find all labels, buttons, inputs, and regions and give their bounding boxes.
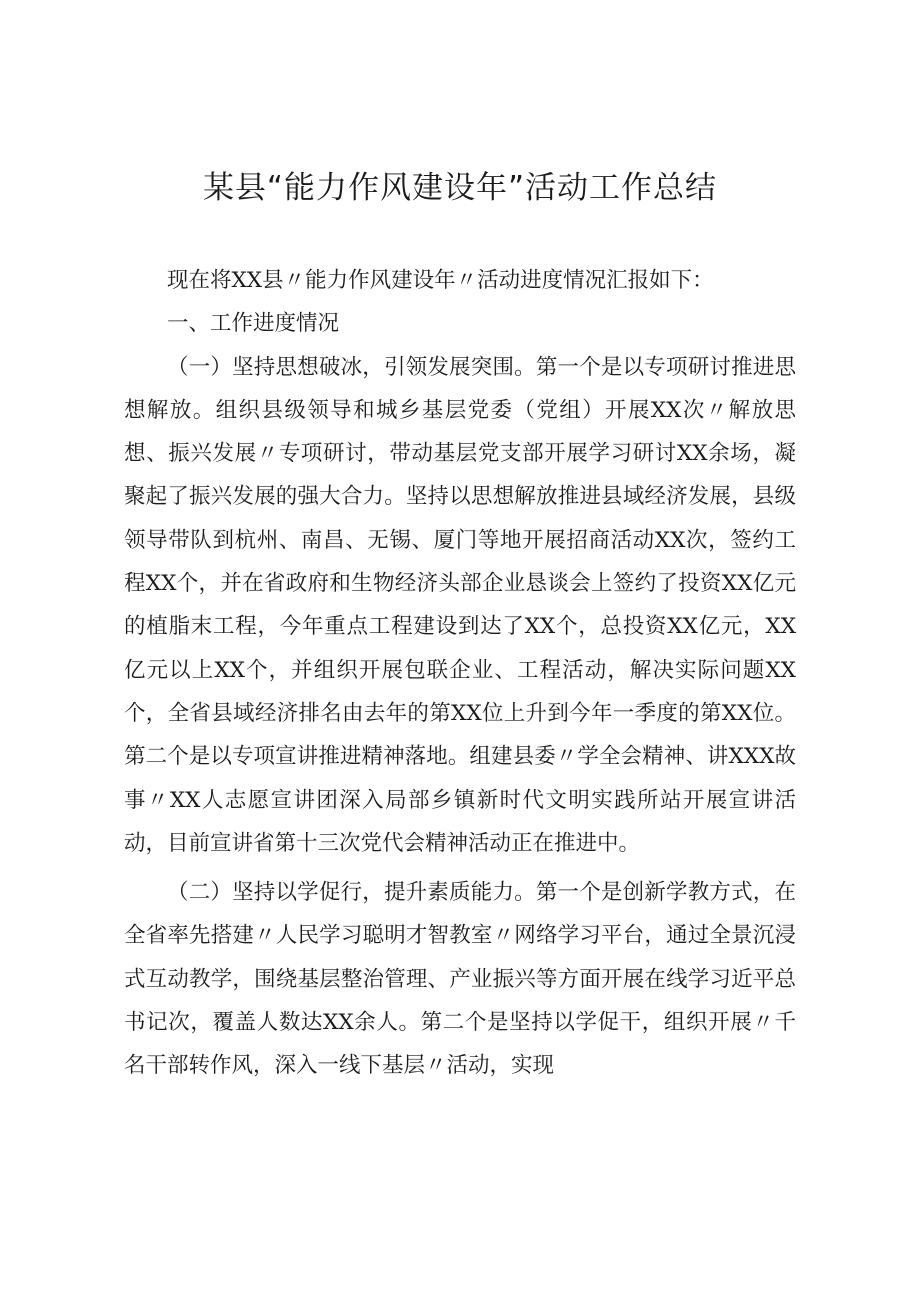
document-body	[124, 259, 796, 1088]
document-title: 某县“能力作风建设年”活动工作总结	[202, 170, 718, 206]
intro-paragraph: 现在将XX县〃能力作风建设年〃活动进度情况汇报如下：	[167, 268, 714, 293]
section-heading: 一、工作进度情况	[167, 311, 340, 337]
body-paragraph-2: （二）坚持以学促行，提升素质能力。第一个是创新学教方式，在全省率先搭建〃人民学习聪明才智教室〃网络学习平台，通过全景沉浸式互动教学，围绕基层整治管理、产业振兴等方面开展在线学习近平总书记次，覆盖人数达XX余人。第二个是坚持以学促干，组织开展〃千名干部转作风，深入一线下基层〃活动，实现	[124, 880, 796, 1079]
body-paragraph-1: （一）坚持思想破冰，引领发展突围。第一个是以专项研讨推进思想解放。组织县级领导和城乡基层党委（党组）开展XX次〃解放思想、振兴发展〃专项研讨，带动基层党支部开展学习研讨XX余场，凝聚起了振兴发展的强大合力。坚持以思想解放推进县域经济发展，县级领导带队到杭州、南昌、无锡、厦门等地开展招商活动XX次，签约工程XX个，并在省政府和生物经济头部企业恳谈会上签约了投资XX亿元的植脂末工程，今年重点工程建设到达了XX个，总投资XX亿元，XX亿元以上XX个，并组织开展包联企业、工程活动，解决实际问题XX个，全省县域经济排名由去年的第XX位上升到今年一季度的第XX位。第二个是以专项宣讲推进精神落地。组建县委〃学全会精神、讲XXX故事〃XX人志愿宣讲团深入局部乡镇新时代文明实践所站开展宣讲活动，目前宣讲省第十三次党代会精神活动正在推进中。	[124, 354, 796, 856]
